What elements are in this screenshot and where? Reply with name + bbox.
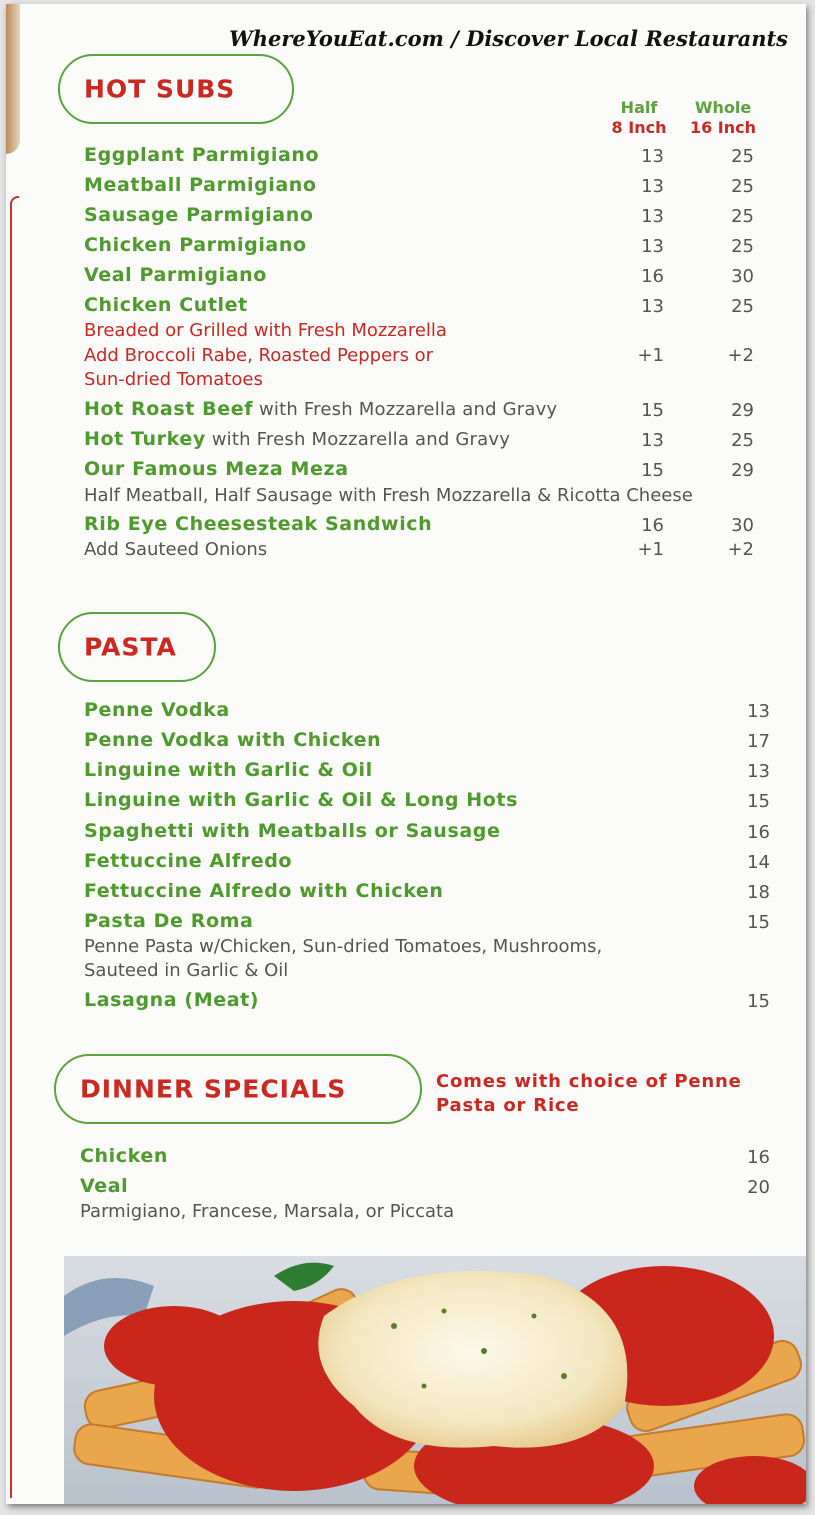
- item-title: Hot Turkey: [84, 428, 206, 450]
- menu-item: [84, 910, 774, 938]
- item-price: 15: [747, 991, 770, 1012]
- whole-price: 25: [731, 146, 754, 167]
- item-addon: Add Broccoli Rabe, Roasted Peppers or: [84, 345, 434, 366]
- whole-price: 25: [731, 296, 754, 317]
- whole-price: 25: [731, 176, 754, 197]
- menu-item: [84, 789, 774, 817]
- whole-price: 25: [731, 236, 754, 257]
- whole-price: 25: [731, 430, 754, 451]
- item-name: Our Famous Meza Meza: [84, 458, 349, 480]
- site-banner: WhereYouEat.com / Discover Local Restaurants: [229, 26, 788, 51]
- item-price: 18: [747, 882, 770, 903]
- item-name: Fettuccine Alfredo with Chicken: [84, 880, 444, 902]
- hot-subs-title: HOT SUBS: [84, 74, 236, 104]
- half-price: 13: [641, 206, 664, 227]
- half-label: Half: [620, 98, 658, 117]
- whole-price: 25: [731, 206, 754, 227]
- whole-price: 29: [731, 400, 754, 421]
- half-price: 15: [641, 460, 664, 481]
- half-size-label: 8 Inch: [611, 118, 667, 137]
- item-name: Veal: [80, 1175, 129, 1197]
- whole-column-header: [682, 98, 764, 138]
- menu-item: [80, 1175, 770, 1203]
- addon-whole-price: +2: [727, 345, 754, 366]
- item-price: 17: [747, 731, 770, 752]
- half-price: 13: [641, 146, 664, 167]
- dinner-specials-title: DINNER SPECIALS: [80, 1074, 347, 1104]
- item-price: 20: [747, 1177, 770, 1198]
- menu-item: [84, 174, 774, 202]
- whole-size-label: 16 Inch: [689, 118, 757, 137]
- addon-half-price: +1: [637, 539, 664, 560]
- item-name: Penne Vodka: [84, 699, 230, 721]
- item-description: Half Meatball, Half Sausage with Fresh Mozzarella & Ricotta Cheese: [84, 485, 693, 506]
- menu-item: [84, 234, 774, 262]
- item-description: Penne Pasta w/Chicken, Sun-dried Tomatoes, Mushrooms,: [84, 936, 603, 957]
- item-price: 13: [747, 701, 770, 722]
- whole-label: Whole: [694, 98, 752, 117]
- item-price: 13: [747, 761, 770, 782]
- item-title: Hot Roast Beef: [84, 398, 254, 420]
- half-price: 13: [641, 176, 664, 197]
- menu-item: [84, 880, 774, 908]
- item-name: Lasagna (Meat): [84, 989, 260, 1011]
- dinner-specials-heading: [54, 1054, 422, 1124]
- menu-item: [84, 398, 774, 426]
- item-addon: Sun-dried Tomatoes: [84, 369, 263, 390]
- menu-item: [84, 264, 774, 292]
- addon-whole-price: +2: [727, 539, 754, 560]
- item-inline-description: with Fresh Mozzarella and Gravy: [205, 429, 511, 450]
- menu-item: [80, 1145, 770, 1173]
- item-name: Chicken: [80, 1145, 168, 1167]
- item-name: Linguine with Garlic & Oil: [84, 759, 373, 781]
- half-price: 16: [641, 515, 664, 536]
- item-price: 14: [747, 852, 770, 873]
- whole-price: 30: [731, 266, 754, 287]
- whole-price: 29: [731, 460, 754, 481]
- item-description: Breaded or Grilled with Fresh Mozzarella: [84, 320, 447, 341]
- hot-subs-heading: [58, 54, 294, 124]
- addon-half-price: +1: [637, 345, 664, 366]
- menu-page: [6, 4, 806, 1504]
- item-name: Veal Parmigiano: [84, 264, 267, 286]
- menu-item: [84, 144, 774, 172]
- menu-item: [84, 989, 774, 1017]
- item-name: Sausage Parmigiano: [84, 204, 314, 226]
- item-name: Pasta De Roma: [84, 910, 254, 932]
- item-name: Spaghetti with Meatballs or Sausage: [84, 820, 501, 842]
- menu-item: [84, 699, 774, 727]
- decorative-border-line: [10, 196, 19, 1498]
- item-name: [84, 398, 557, 420]
- half-price: 13: [641, 236, 664, 257]
- item-description: Parmigiano, Francese, Marsala, or Piccata: [80, 1201, 455, 1222]
- menu-item: [84, 428, 774, 456]
- item-name: [84, 428, 510, 450]
- menu-item: [84, 759, 774, 787]
- dinner-specials-note: Comes with choice of Penne Pasta or Rice: [436, 1071, 742, 1116]
- menu-item: [84, 850, 774, 878]
- item-name: Chicken Parmigiano: [84, 234, 307, 256]
- half-price: 13: [641, 296, 664, 317]
- item-addon: Add Sauteed Onions: [84, 539, 268, 560]
- item-name: Rib Eye Cheesesteak Sandwich: [84, 513, 433, 535]
- menu-item: [84, 513, 774, 541]
- item-description: Sauteed in Garlic & Oil: [84, 960, 289, 981]
- item-name: Linguine with Garlic & Oil & Long Hots: [84, 789, 518, 811]
- half-price: 15: [641, 400, 664, 421]
- item-inline-description: with Fresh Mozzarella and Gravy: [253, 399, 558, 420]
- item-name: Eggplant Parmigiano: [84, 144, 320, 166]
- baked-ziti-photo: [64, 1256, 806, 1504]
- pasta-heading: [58, 612, 216, 682]
- item-name: Penne Vodka with Chicken: [84, 729, 382, 751]
- menu-item: [84, 458, 774, 486]
- whole-price: 30: [731, 515, 754, 536]
- half-price: 13: [641, 430, 664, 451]
- item-price: 15: [747, 791, 770, 812]
- addon-prices: [84, 539, 774, 567]
- half-column-header: [604, 98, 674, 138]
- item-price: 16: [747, 822, 770, 843]
- item-price: 16: [747, 1147, 770, 1168]
- decorative-edge: [6, 4, 20, 154]
- item-name: Chicken Cutlet: [84, 294, 248, 316]
- menu-item: [84, 729, 774, 757]
- item-name: Fettuccine Alfredo: [84, 850, 293, 872]
- half-price: 16: [641, 266, 664, 287]
- menu-item: [84, 294, 774, 322]
- pasta-title: PASTA: [84, 632, 177, 662]
- item-name: Meatball Parmigiano: [84, 174, 317, 196]
- item-price: 15: [747, 912, 770, 933]
- menu-item: [84, 204, 774, 232]
- menu-item: [84, 820, 774, 848]
